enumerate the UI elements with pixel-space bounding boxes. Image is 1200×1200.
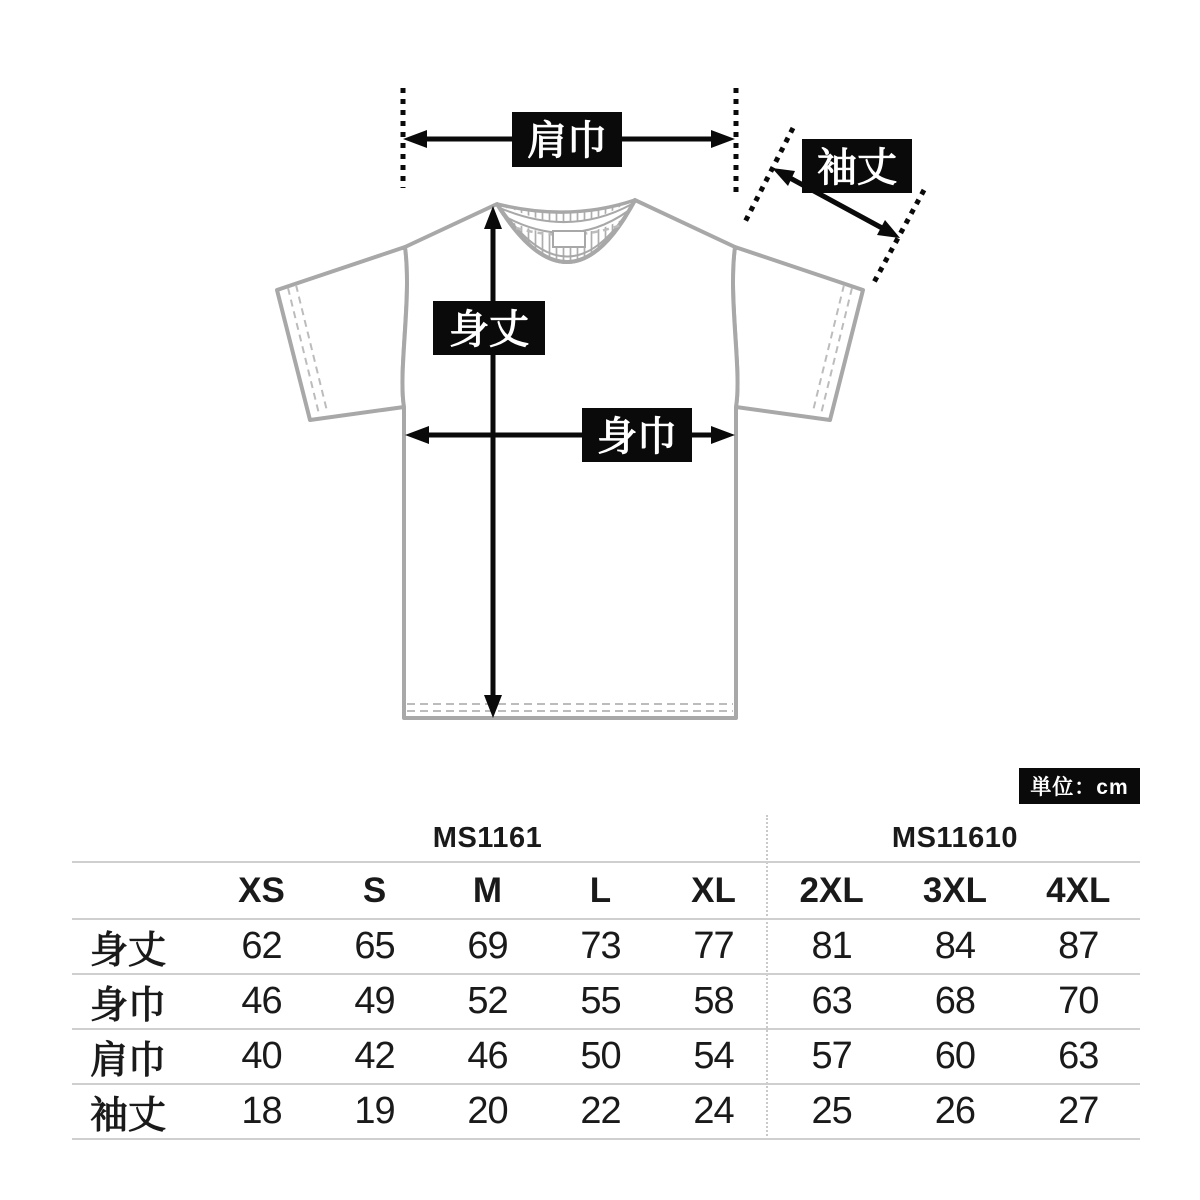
- model-group-ms11610: MS11610: [770, 815, 1140, 863]
- value-cell: 84: [893, 920, 1016, 975]
- size-header-l: L: [544, 863, 657, 920]
- value-cell: 49: [318, 975, 431, 1030]
- value-cell: 62: [205, 920, 318, 975]
- value-cell: 77: [657, 920, 770, 975]
- value-cell: 25: [770, 1085, 893, 1140]
- tshirt-outline: [277, 200, 863, 718]
- value-cell: 68: [893, 975, 1016, 1030]
- value-cell: 26: [893, 1085, 1016, 1140]
- value-cell: 57: [770, 1030, 893, 1085]
- model-group-ms1161: MS1161: [205, 815, 770, 863]
- value-cell: 42: [318, 1030, 431, 1085]
- size-header-m: M: [431, 863, 544, 920]
- value-cell: 65: [318, 920, 431, 975]
- size-header-xl: XL: [657, 863, 770, 920]
- value-cell: 24: [657, 1085, 770, 1140]
- right-sleeve: [733, 247, 863, 420]
- value-cell: 73: [544, 920, 657, 975]
- sleeve-extension-line-lower: [872, 190, 924, 286]
- value-cell: 63: [1017, 1030, 1140, 1085]
- size-table: [72, 815, 1140, 1140]
- size-header-xs: XS: [205, 863, 318, 920]
- value-cell: 50: [544, 1030, 657, 1085]
- size-header-spacer: [72, 863, 205, 920]
- value-cell: 63: [770, 975, 893, 1030]
- value-cell: 46: [431, 1030, 544, 1085]
- row-label-sleeve-length: 袖丈: [72, 1085, 205, 1140]
- value-cell: 58: [657, 975, 770, 1030]
- value-cell: 70: [1017, 975, 1140, 1030]
- group-header-spacer: [72, 815, 205, 863]
- value-cell: 54: [657, 1030, 770, 1085]
- value-cell: 20: [431, 1085, 544, 1140]
- value-cell: 19: [318, 1085, 431, 1140]
- value-cell: 81: [770, 920, 893, 975]
- size-header-2xl: 2XL: [770, 863, 893, 920]
- value-cell: 60: [893, 1030, 1016, 1085]
- row-label-body-width: 身巾: [72, 975, 205, 1030]
- body-length-label: 身丈: [449, 308, 529, 352]
- size-header-s: S: [318, 863, 431, 920]
- shoulder-width-label: 肩巾: [527, 119, 607, 163]
- value-cell: 27: [1017, 1085, 1140, 1140]
- value-cell: 69: [431, 920, 544, 975]
- value-cell: 22: [544, 1085, 657, 1140]
- value-cell: 40: [205, 1030, 318, 1085]
- value-cell: 87: [1017, 920, 1140, 975]
- size-header-4xl: 4XL: [1017, 863, 1140, 920]
- value-cell: 55: [544, 975, 657, 1030]
- size-header-3xl: 3XL: [893, 863, 1016, 920]
- value-cell: 46: [205, 975, 318, 1030]
- row-label-body-length: 身丈: [72, 920, 205, 975]
- row-label-shoulder-width: 肩巾: [72, 1030, 205, 1085]
- neck-label-tag: [553, 231, 585, 247]
- unit-badge: 単位：cm: [1019, 768, 1140, 804]
- body-width-label: 身巾: [597, 415, 677, 459]
- value-cell: 18: [205, 1085, 318, 1140]
- left-sleeve: [277, 247, 407, 420]
- value-cell: 52: [431, 975, 544, 1030]
- sleeve-length-label: 袖丈: [817, 146, 897, 190]
